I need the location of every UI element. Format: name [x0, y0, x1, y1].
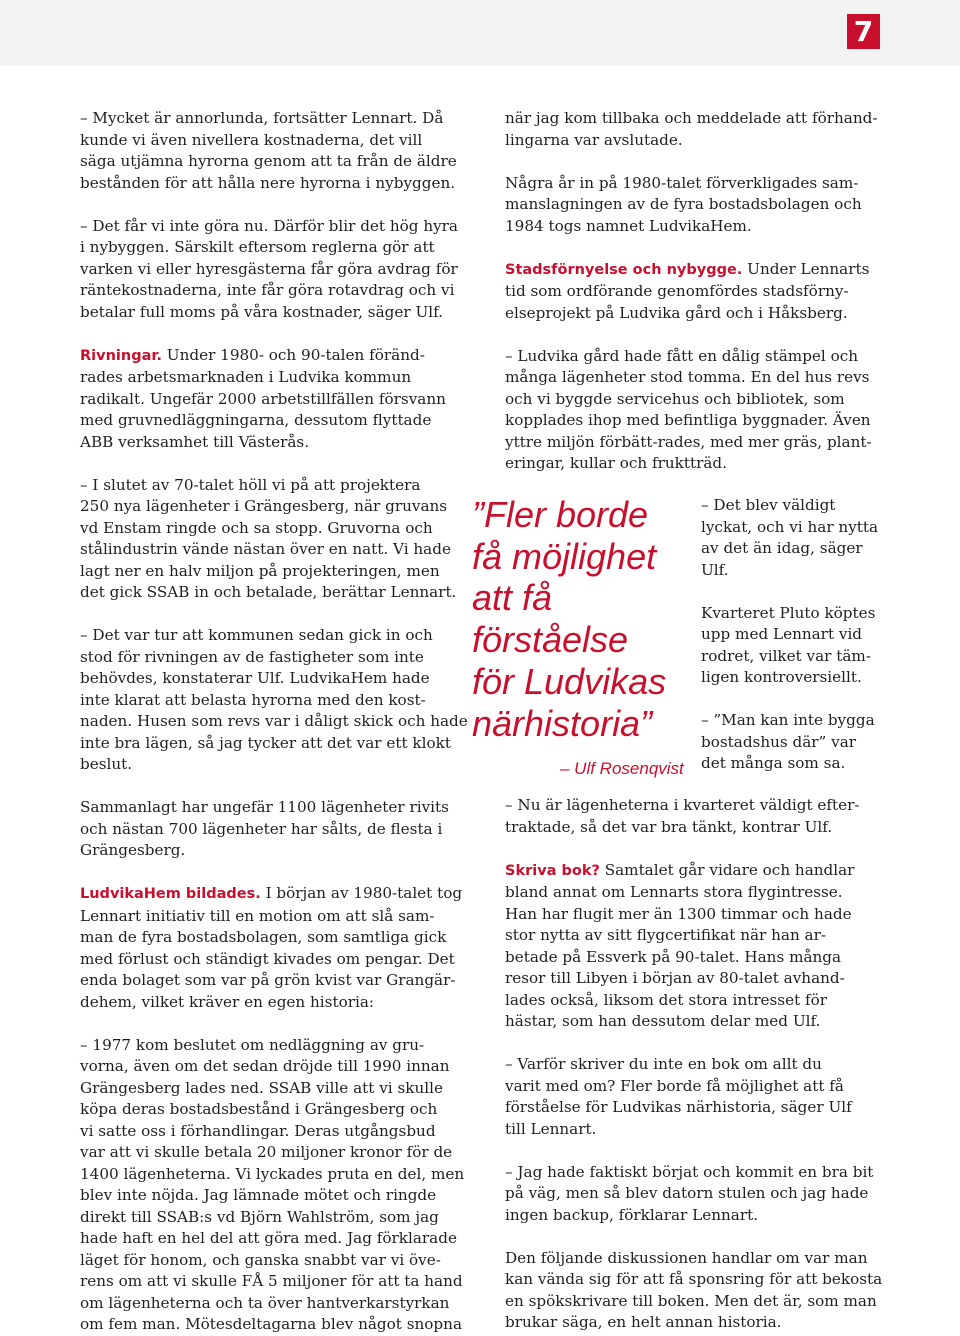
- paragraph: – Jag hade faktiskt börjat och kommit en bra bit på väg, men så blev datorn stulen och jag hade ingen backup, förklarar Lennart.: [505, 1162, 874, 1224]
- paragraph: [505, 860, 890, 1033]
- header-band: [0, 0, 960, 66]
- paragraph-text: Under 1980- och 90-talen föränd- rades arbetsmarknaden i Ludvika kommun radikalt. Ungefär 2000 arbetstillfällen försvann med gruvnedläggningarna, dessutom flyttade ABB verksamhet till Västerås.: [80, 345, 446, 451]
- paragraph: [80, 883, 470, 1013]
- pull-quote: ”Fler borde få möjlighet att få förståelse för Ludvikas närhistoria”: [472, 494, 667, 744]
- section-lead-rivningar: Rivningar.: [80, 347, 162, 364]
- paragraph: Sammanlagt har ungefär 1100 lägenheter rivits och nästan 700 lägenheter har sålts, de flesta i Grängesberg.: [80, 798, 449, 859]
- paragraph: [505, 259, 890, 325]
- paragraph: Några år in på 1980-talet förverkligades sam- manslagningen av de fyra bostadsbolagen och 1984 togs namnet LudvikaHem.: [505, 173, 862, 235]
- article-column-side: [701, 495, 890, 775]
- paragraph: – 1977 kom beslutet om nedläggning av gru- vorna, även om det sedan dröjde till 1990 innan Grängesberg lades ned. SSAB ville att vi skulle köpa deras bostadsbestånd i Grängesberg och vi satte oss i förhandlingar. Deras utgångsbud var att vi skulle betala 20 miljoner kronor för de 1400 lägenheterna. Vi lyckades pruta en del, men blev inte nöjda. Jag lämnade mötet och ringde direkt till SSAB:s vd Björn Wahlström, som jag hade haft en hel del att göra med. Jag förklarade läget för honom, och ganska snabbt var vi öve- rens om att vi skulle FÅ 5 miljoner för att ta hand om lägenheterna och ta över hantverkarstyrkan om fem man. Mötesdeltagarna blev något snopna: [80, 1035, 465, 1333]
- section-lead-ludvikahem: LudvikaHem bildades.: [80, 886, 261, 902]
- paragraph: – Det var tur att kommunen sedan gick in och stod för rivningen av de fastigheter som inte behövdes, konstaterar Ulf. LudvikaHem hade inte klarat att belasta hyrorna med den kost- naden. Husen som revs var i dåligt skick och hade inte bra lägen, så jag tycker att det var ett klokt beslut.: [80, 626, 468, 773]
- article-column-left: [80, 108, 470, 1336]
- pull-quote-author: – Ulf Rosenqvist: [560, 759, 684, 778]
- paragraph: Den följande diskussionen handlar om var man kan vända sig för att få sponsring för att bekosta en spökskrivare till boken. Men det är, som man brukar säga, en helt annan historia.: [505, 1248, 883, 1331]
- paragraph-text: I början av 1980-talet tog Lennart initiativ till en motion om att slå sam- man de fyra bostadsbolagen, som samtliga gick med förlust och ständigt kivades om pengar. Det enda bolaget som var på grön kvist var Grangär- dehem, vilket kräver en egen historia:: [80, 884, 463, 1011]
- paragraph-text: Under Lennarts tid som ordförande genomfördes stadsförny- elseprojekt på Ludvika gård och i Håksberg.: [505, 259, 870, 322]
- paragraph: – Ludvika gård hade fått en dålig stämpel och många lägenheter stod tomma. En del hus revs och vi byggde servicehus och bibliotek, som kopplades ihop med befintliga byggnader. Även yttre miljön förbätt-rades, med mer gräs, plant- eringar, kullar och fruktträd.: [505, 346, 872, 472]
- paragraph: – Mycket är annorlunda, fortsätter Lennart. Då kunde vi även nivellera kostnaderna, det vill säga utjämna hyrorna genom att ta från de äldre bestånden för att hålla nere hyrorna i nybyggen.: [80, 109, 457, 192]
- paragraph-text: Samtalet går vidare och handlar bland annat om Lennarts stora flygintresse. Han har flugit mer än 1300 timmar och hade stor nytta av sitt flygcertifikat när han ar- betade på Essverk på 90-talet. Hans många resor till Libyen i början av 80-talet avhand- lades också, liksom det stora intresset för hästar, som han dessutom delar med Ulf.: [505, 860, 855, 1030]
- paragraph: [80, 345, 470, 454]
- page-number: 7: [847, 14, 880, 49]
- article-column-right-top: [505, 108, 890, 475]
- paragraph: – ”Man kan inte bygga bostadshus där” var det många som sa.: [701, 711, 875, 772]
- paragraph: – Varför skriver du inte en bok om allt du varit med om? Fler borde få möjlighet att få förståelse för Ludvikas närhistoria, säger Ulf till Lennart.: [505, 1055, 852, 1138]
- paragraph: – I slutet av 70-talet höll vi på att projektera 250 nya lägenheter i Grängesberg, när gruvans vd Enstam ringde och sa stopp. Gruvorna och stålindustrin vände nästan över en natt. Vi hade lagt ner en halv miljon på projekteringen, men det gick SSAB in och betalade, berättar Lennart.: [80, 475, 457, 601]
- paragraph: när jag kom tillbaka och meddelade att förhand- lingarna var avslutade.: [505, 109, 878, 149]
- paragraph: – Det blev väldigt lyckat, och vi har nytta av det än idag, säger Ulf.: [701, 496, 879, 579]
- paragraph: – Nu är lägenheterna i kvarteret väldigt efter- traktade, så det var bra tänkt, kontrar Ulf.: [505, 796, 860, 836]
- paragraph: – Det får vi inte göra nu. Därför blir det hög hyra i nybyggen. Särskilt eftersom reglerna gör att varken vi eller hyresgästerna får göra avdrag för räntekostnaderna, inte får göra rotavdrag och vi betalar full moms på våra kostnader, säger Ulf.: [80, 216, 458, 321]
- paragraph: Kvarteret Pluto köptes upp med Lennart vid rodret, vilket var täm- ligen kontroversiellt.: [701, 603, 876, 686]
- section-lead-stadsfornyelse: Stadsförnyelse och nybygge.: [505, 261, 743, 278]
- section-lead-skriva-bok: Skriva bok?: [505, 862, 600, 879]
- article-column-right-bottom: [505, 795, 890, 1334]
